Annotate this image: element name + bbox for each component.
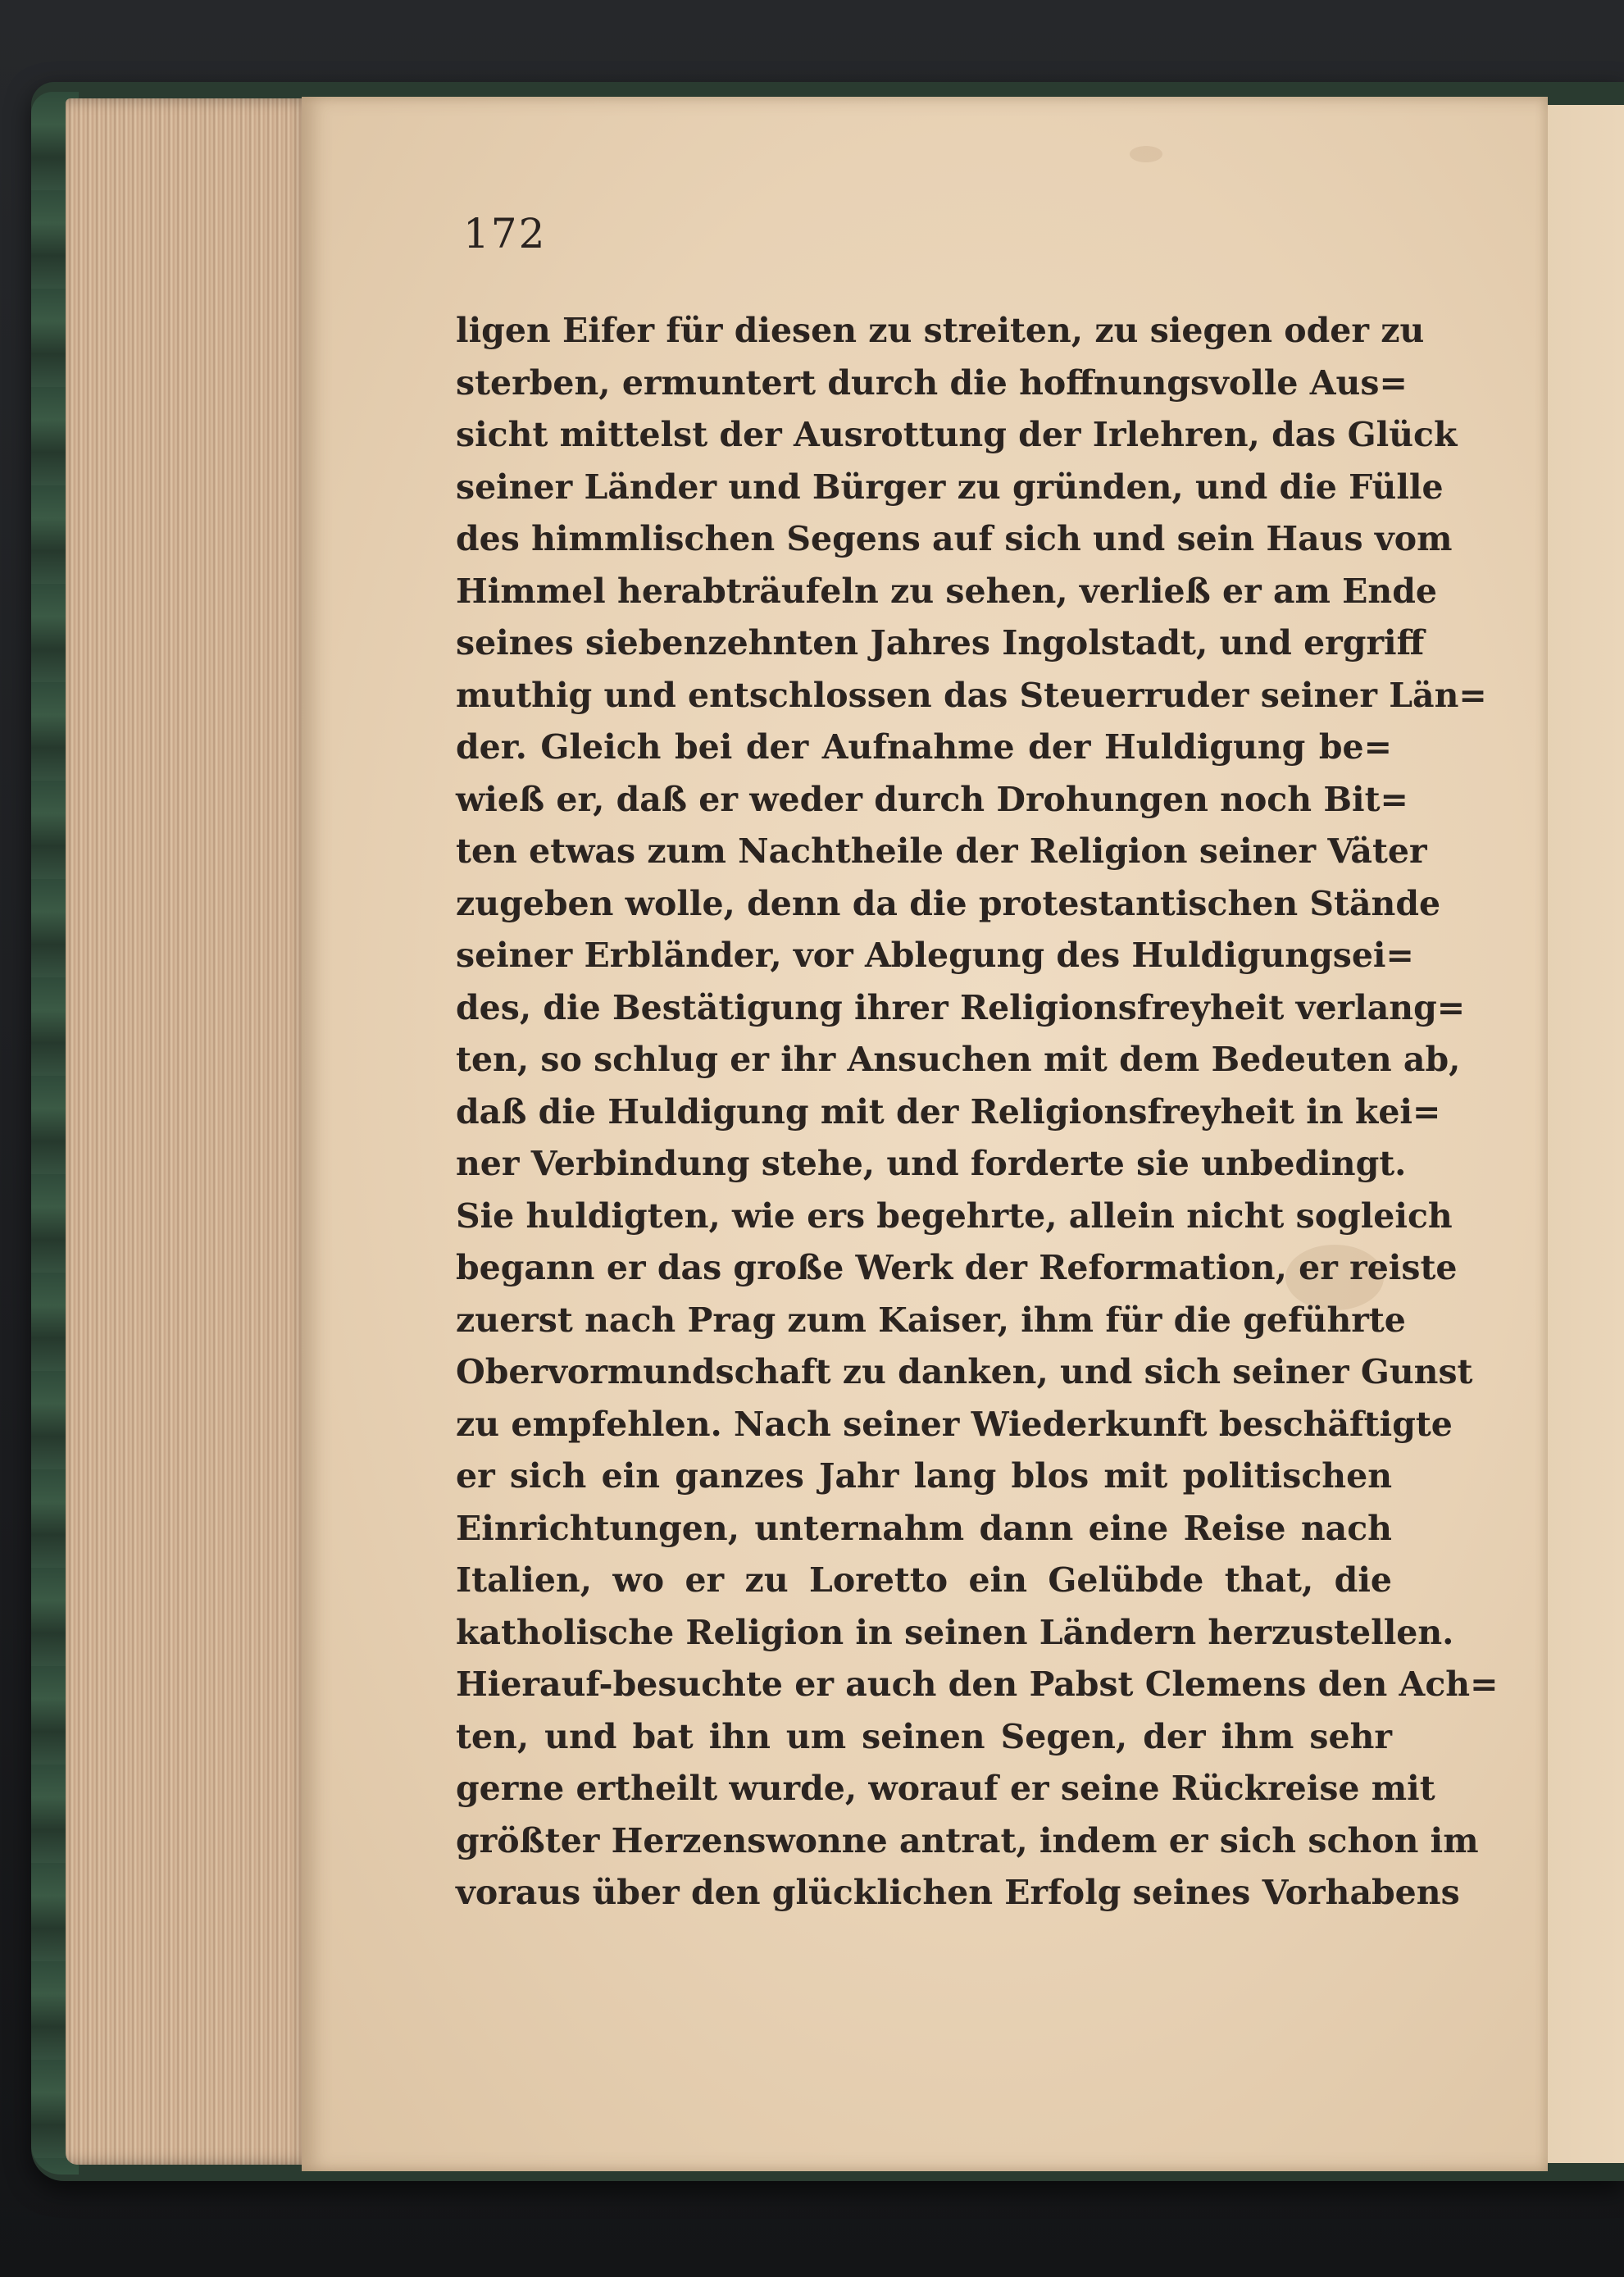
text-line: der. Gleich bei der Aufnahme der Huldigung be= [456,727,1392,767]
text-line: katholische Religion in seinen Ländern herzustellen. [456,1612,1454,1652]
text-line: seines siebenzehnten Jahres Ingolstadt, und ergriff [456,623,1425,663]
page-edges [66,98,312,2165]
text-line: ten, und bat ihn um seinen Segen, der ihm sehr [456,1716,1392,1756]
text-line: sterben, ermuntert durch die hoffnungsvolle Aus= [456,362,1408,403]
paper-stain [1130,146,1162,162]
text-line: ner Verbindung stehe, und forderte sie unbedingt. [456,1144,1407,1183]
text-line: sicht mittelst der Ausrottung der Irlehren, das Glück [456,415,1458,454]
text-line: er sich ein ganzes Jahr lang blos mit politischen [456,1456,1392,1496]
text-line: ten etwas zum Nachtheile der Religion seiner Väter [456,831,1427,871]
text-line: muthig und entschlossen das Steuerruder seiner Län= [456,675,1487,715]
text-line: seiner Länder und Bürger zu gründen, und die Fülle [456,467,1444,507]
text-line: Himmel herabträufeln zu sehen, verließ er am Ende [456,571,1437,611]
text-line: voraus über den glücklichen Erfolg seines Vorhabens [456,1873,1460,1912]
text-line: Einrichtungen, unternahm dann eine Reise nach [456,1508,1392,1548]
text-line: Hierauf-besuchte er auch den Pabst Clemens den Ach= [456,1664,1499,1704]
text-line: begann er das große Werk der Reformation, er reiste [456,1248,1458,1287]
text-line: zugeben wolle, denn da die protestantischen Stände [456,883,1441,923]
page-text-block [456,305,1499,1920]
text-line: wieß er, daß er weder durch Drohungen noch Bit= [456,779,1408,819]
text-line: ten, so schlug er ihr Ansuchen mit dem Bedeuten ab, [456,1040,1461,1079]
text-line: ligen Eifer für diesen zu streiten, zu siegen oder zu [456,311,1425,350]
text-line: Obervormundschaft zu danken, und sich seiner Gunst [456,1352,1473,1391]
page-number: 172 [463,210,547,257]
text-line: Sie huldigten, wie ers begehrte, allein nicht sogleich [456,1195,1453,1236]
text-line: des himmlischen Segens auf sich und sein Haus vom [456,519,1453,558]
text-line: zu empfehlen. Nach seiner Wiederkunft beschäftigte [456,1404,1453,1444]
text-line: des, die Bestätigung ihrer Religionsfreyheit verlang= [456,987,1466,1027]
text-line: seiner Erbländer, vor Ablegung des Huldigungsei= [456,936,1414,975]
text-line: Italien, wo er zu Loretto ein Gelübde that, die [456,1560,1392,1600]
text-line: gerne ertheilt wurde, worauf er seine Rückreise mit [456,1769,1435,1808]
text-line: größter Herzenswonne antrat, indem er sich schon im [456,1820,1479,1860]
text-line: zuerst nach Prag zum Kaiser, ihm für die geführte [456,1300,1406,1340]
text-line: daß die Huldigung mit der Religionsfreyheit in kei= [456,1091,1441,1132]
